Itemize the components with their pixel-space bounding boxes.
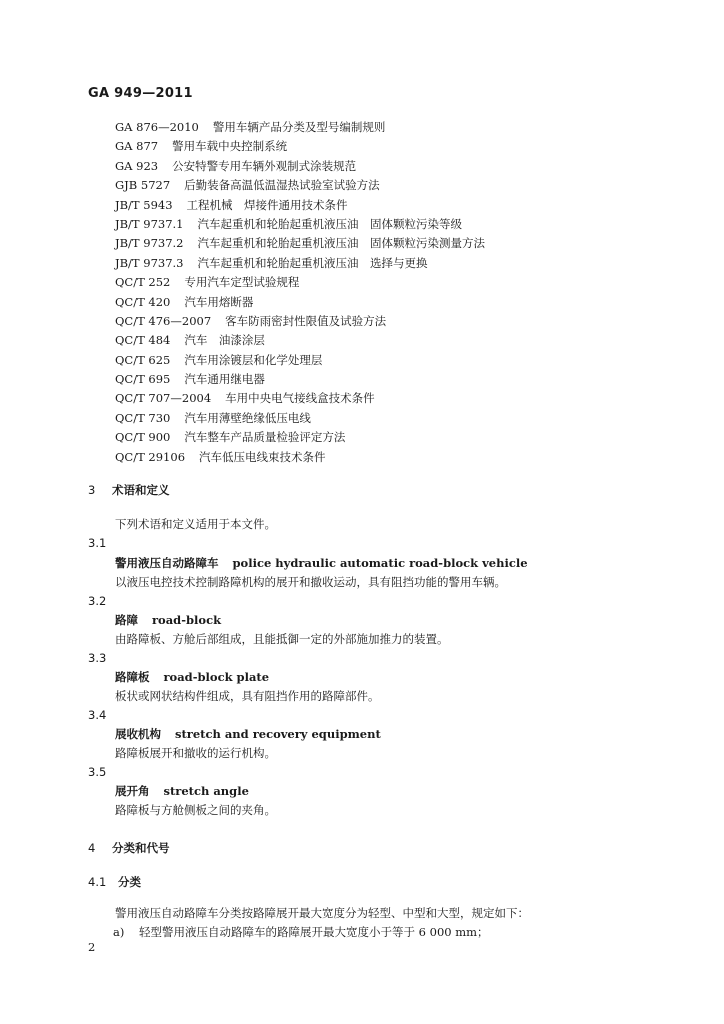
section-3-intro: 下列术语和定义适用于本文件。	[115, 517, 276, 531]
term-cn: 警用液压自动路障车	[115, 556, 219, 570]
list-item	[113, 924, 489, 940]
page-number: 2	[88, 940, 96, 954]
term-number: 3.4	[88, 708, 107, 722]
reference-title: 客车防雨密封性限值及试验方法	[225, 313, 387, 328]
reference-item	[115, 273, 485, 292]
reference-code: GA 923	[115, 158, 159, 173]
reference-code: QC/T 900	[115, 430, 171, 445]
reference-item	[115, 389, 485, 408]
term-en: police hydraulic automatic road-block vehicle	[232, 556, 528, 570]
reference-item	[115, 157, 485, 176]
section-number: 4	[88, 841, 96, 855]
term-en: stretch and recovery equipment	[175, 727, 381, 741]
list-item-label: a)	[113, 925, 125, 939]
term-cn: 路障板	[115, 670, 150, 684]
reference-item	[115, 293, 485, 312]
term-heading	[115, 669, 269, 685]
reference-item	[115, 331, 485, 350]
list-item-text: 轻型警用液压自动路障车的路障展开最大宽度小于等于 6 000 mm；	[139, 925, 489, 939]
term-cn: 展收机构	[115, 727, 161, 741]
reference-item	[115, 351, 485, 370]
reference-code: JB/T 9737.1	[115, 216, 184, 231]
reference-code: GA 877	[115, 139, 159, 154]
reference-item	[115, 196, 485, 215]
reference-title: 汽车低压电线束技术条件	[199, 449, 326, 464]
section-4-heading	[88, 840, 170, 856]
term-number: 3.3	[88, 651, 107, 665]
reference-title: 汽车起重机和轮胎起重机液压油 固体颗粒污染等级	[197, 216, 463, 231]
term-definition: 板状或网状结构件组成，具有阻挡作用的路障部件。	[115, 689, 380, 703]
reference-title: 专用汽车定型试验规程	[184, 275, 300, 290]
term-number: 3.5	[88, 765, 107, 779]
section-number: 3	[88, 483, 96, 497]
reference-item	[115, 254, 485, 273]
reference-code: QC/T 420	[115, 294, 171, 309]
reference-title: 公安特警专用车辆外观制式涂装规范	[172, 158, 357, 173]
reference-title: 汽车通用继电器	[184, 372, 265, 387]
reference-title: 汽车用涂镀层和化学处理层	[184, 352, 323, 367]
classification-paragraph: 警用液压自动路障车分类按路障展开最大宽度分为轻型、中型和大型，规定如下：	[115, 906, 529, 920]
reference-code: GJB 5727	[115, 178, 171, 193]
term-number: 3.2	[88, 594, 107, 608]
reference-code: QC/T 695	[115, 372, 171, 387]
reference-item	[115, 215, 485, 234]
section-title: 术语和定义	[112, 483, 170, 497]
reference-title: 汽车起重机和轮胎起重机液压油 选择与更换	[197, 255, 428, 270]
reference-code: JB/T 5943	[115, 197, 173, 212]
term-en: stretch angle	[163, 784, 249, 798]
reference-item	[115, 137, 485, 156]
section-3-heading	[88, 482, 170, 498]
reference-title: 工程机械 焊接件通用技术条件	[186, 197, 348, 212]
reference-title: 汽车用熔断器	[184, 294, 254, 309]
reference-code: QC/T 625	[115, 352, 171, 367]
term-definition: 以液压电控技术控制路障机构的展开和撤收运动，具有阻挡功能的警用车辆。	[115, 575, 506, 589]
term-definition: 由路障板、方舱后部组成，且能抵御一定的外部施加推力的装置。	[115, 632, 449, 646]
reference-code: QC/T 476—2007	[115, 313, 212, 328]
reference-code: QC/T 484	[115, 333, 171, 348]
reference-item	[115, 234, 485, 253]
reference-title: 汽车用薄壁绝缘低压电线	[184, 410, 311, 425]
term-number: 3.1	[88, 536, 107, 550]
reference-code: JB/T 9737.3	[115, 255, 184, 270]
term-en: road-block	[152, 613, 222, 627]
document-header: GA 949—2011	[88, 86, 193, 101]
term-heading	[115, 555, 528, 571]
subsection-title: 分类	[118, 875, 141, 889]
section-title: 分类和代号	[112, 841, 170, 855]
subsection-number: 4.1	[88, 875, 107, 889]
reference-title: 汽车整车产品质量检验评定方法	[184, 430, 346, 445]
reference-code: JB/T 9737.2	[115, 236, 184, 251]
reference-title: 后勤装备高温低温湿热试验室试验方法	[184, 178, 380, 193]
reference-title: 警用车载中央控制系统	[172, 139, 288, 154]
term-heading	[115, 783, 249, 799]
reference-item	[115, 448, 485, 467]
reference-item	[115, 370, 485, 389]
term-heading	[115, 612, 221, 628]
term-cn: 路障	[115, 613, 138, 627]
normative-reference-list	[115, 118, 485, 467]
subsection-4-1-heading	[88, 874, 141, 890]
term-definition: 路障板展开和撤收的运行机构。	[115, 746, 276, 760]
reference-item	[115, 118, 485, 137]
term-definition: 路障板与方舱侧板之间的夹角。	[115, 803, 276, 817]
reference-item	[115, 312, 485, 331]
term-en: road-block plate	[163, 670, 270, 684]
reference-code: QC/T 252	[115, 275, 171, 290]
reference-title: 汽车 油漆涂层	[184, 333, 265, 348]
reference-item	[115, 409, 485, 428]
reference-title: 警用车辆产品分类及型号编制规则	[212, 120, 386, 134]
term-heading	[115, 726, 381, 742]
term-cn: 展开角	[115, 784, 150, 798]
reference-code: QC/T 730	[115, 410, 171, 425]
reference-code: QC/T 29106	[115, 449, 186, 464]
reference-item	[115, 176, 485, 195]
reference-code: GA 876—2010	[115, 120, 199, 134]
reference-title: 汽车起重机和轮胎起重机液压油 固体颗粒污染测量方法	[197, 236, 486, 251]
reference-code: QC/T 707—2004	[115, 391, 212, 406]
reference-title: 车用中央电气接线盒技术条件	[225, 391, 375, 406]
reference-item	[115, 428, 485, 447]
